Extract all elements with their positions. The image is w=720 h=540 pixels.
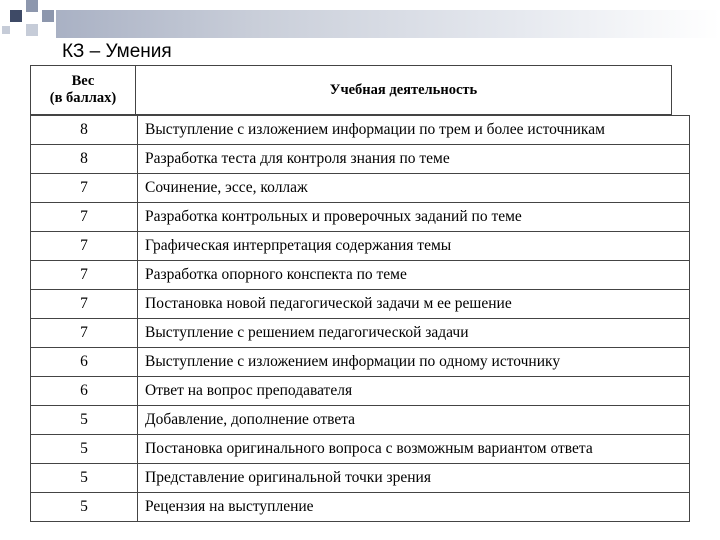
decor-square-light	[26, 24, 38, 36]
table-row	[31, 435, 690, 464]
weight-cell: 7	[31, 319, 138, 348]
table-row	[31, 232, 690, 261]
table-row	[31, 145, 690, 174]
header-activity: Учебная деятельность	[136, 66, 672, 115]
table-row	[31, 203, 690, 232]
weight-cell: 7	[31, 203, 138, 232]
weight-cell: 7	[31, 290, 138, 319]
table-row	[31, 174, 690, 203]
activity-cell: Рецензия на выступление	[138, 493, 690, 522]
weight-cell: 5	[31, 493, 138, 522]
weight-cell: 6	[31, 348, 138, 377]
decor-square-light-2	[2, 26, 10, 34]
activity-cell: Сочинение, эссе, коллаж	[138, 174, 690, 203]
table-row	[31, 406, 690, 435]
activity-cell: Разработка контрольных и проверочных заданий по теме	[138, 203, 690, 232]
activity-cell: Постановка оригинального вопроса с возможным вариантом ответа	[138, 435, 690, 464]
weight-cell: 8	[31, 116, 138, 145]
activity-cell: Выступление с изложением информации по трем и более источникам	[138, 116, 690, 145]
table-header	[30, 65, 672, 115]
weight-cell: 5	[31, 435, 138, 464]
header-weight	[31, 66, 136, 115]
weight-cell: 8	[31, 145, 138, 174]
table-row	[31, 319, 690, 348]
activities-table	[30, 115, 690, 522]
activity-cell: Выступление с решением педагогической задачи	[138, 319, 690, 348]
table-row	[31, 464, 690, 493]
header-weight-line2: (в баллах)	[49, 90, 117, 106]
decor-square-dark	[10, 10, 22, 22]
activity-cell: Разработка опорного конспекта по теме	[138, 261, 690, 290]
table-row	[31, 493, 690, 522]
weight-cell: 5	[31, 464, 138, 493]
activity-cell: Добавление, дополнение ответа	[138, 406, 690, 435]
header-weight-line1: Вес	[71, 73, 95, 89]
weight-cell: 5	[31, 406, 138, 435]
slide-title: КЗ – Умения	[62, 41, 172, 62]
table-row	[31, 261, 690, 290]
table-row	[31, 116, 690, 145]
decor-square-mid-2	[42, 10, 54, 22]
table-row	[31, 377, 690, 406]
weight-cell: 7	[31, 174, 138, 203]
activity-cell: Постановка новой педагогической задачи м ее решение	[138, 290, 690, 319]
activity-cell: Выступление с изложением информации по одному источнику	[138, 348, 690, 377]
table-row	[31, 290, 690, 319]
table-row	[31, 348, 690, 377]
weight-cell: 6	[31, 377, 138, 406]
activity-cell: Представление оригинальной точки зрения	[138, 464, 690, 493]
weight-cell: 7	[31, 261, 138, 290]
activity-cell: Ответ на вопрос преподавателя	[138, 377, 690, 406]
activity-cell: Разработка теста для контроля знания по теме	[138, 145, 690, 174]
activity-cell: Графическая интерпретация содержания темы	[138, 232, 690, 261]
decor-gradient-bar	[56, 10, 720, 38]
decor-square-mid	[26, 0, 38, 12]
weight-cell: 7	[31, 232, 138, 261]
